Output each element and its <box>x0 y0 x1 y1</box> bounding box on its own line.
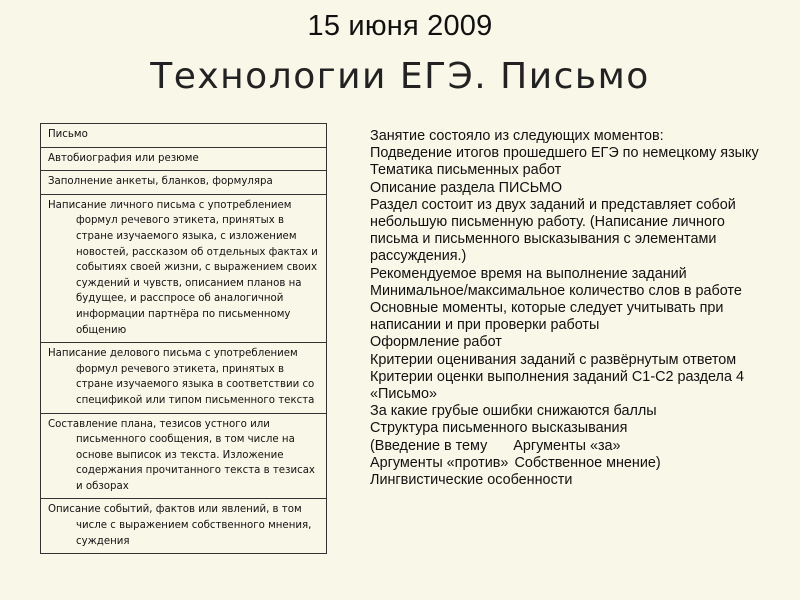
notes-line: Оформление работ <box>370 334 502 351</box>
notes-line: Минимальное/максимальное количество слов в работе <box>370 282 742 299</box>
notes-line: Структура письменного высказывания <box>370 420 628 437</box>
lesson-notes <box>370 128 760 489</box>
notes-structure-item: Аргументы «против» <box>370 454 509 471</box>
table-cell: Автобиография или резюме <box>41 147 327 171</box>
notes-structure-row <box>370 438 760 455</box>
table-cell: Составление плана, тезисов устного или письменного сообщения, в том числе на основе выписок из текста. Изложение содержания прочитанного текста в тезисах и обзорах <box>41 413 327 499</box>
notes-structure-item: (Введение в тему <box>370 437 488 454</box>
notes-line: За какие грубые ошибки снижаются баллы <box>370 403 657 420</box>
slide-date: 15 июня 2009 <box>307 10 493 42</box>
notes-structure-item: Аргументы «за» <box>513 437 621 454</box>
table-row <box>41 171 327 195</box>
notes-line: Основные моменты, которые следует учитывать при написании и при проверки работы <box>370 300 724 334</box>
table-cell: Описание событий, фактов или явлений, в том числе с выражением собственного мнения, суждения <box>41 499 327 554</box>
notes-line: Занятие состояло из следующих моментов: <box>370 128 664 144</box>
notes-structure-item: Собственное мнение) <box>514 454 661 471</box>
slide-title: Технологии ЕГЭ. Письмо <box>150 56 650 97</box>
table-cell: Написание личного письма с употреблением формул речевого этикета, принятых в стране изучаемого языка, с изложением новостей, рассказом об отдельных фактах и событиях своей жизни, с выражением своих суждений и чувств, описанием планов на будущее, и расспросе об аналогичной информации партнёра по письменному общению <box>41 194 327 342</box>
notes-line: Рекомендуемое время на выполнение заданий <box>370 265 687 282</box>
notes-line: Лингвистические особенности <box>370 472 573 489</box>
table-row <box>41 124 327 148</box>
notes-line: Тематика письменных работ <box>370 162 562 179</box>
notes-line: Критерии оценки выполнения заданий С1-С2 раздела 4 «Письмо» <box>370 368 744 403</box>
table-cell: Заполнение анкеты, бланков, формуляра <box>41 171 327 195</box>
notes-line: Критерии оценивания заданий с развёрнутым ответом <box>370 351 737 368</box>
notes-line: Раздел состоит из двух заданий и представляет собой небольшую письменную работу. (Написание личного письма и письменного высказывания с элементами рассуждения.) <box>370 196 736 265</box>
table-row <box>41 413 327 499</box>
table-row <box>41 194 327 342</box>
table-row <box>41 147 327 171</box>
table-row <box>41 343 327 413</box>
notes-structure-row <box>370 455 760 472</box>
writing-topics-table <box>40 123 327 554</box>
notes-line: Описание раздела ПИСЬМО <box>370 179 563 196</box>
notes-line: Подведение итогов прошедшего ЕГЭ по немецкому языку <box>370 145 759 162</box>
table-cell: Написание делового письма с употреблением формул речевого этикета, принятых в стране изучаемого языка в соответствии со спецификой или типом письменного текста <box>41 343 327 413</box>
table-row <box>41 499 327 554</box>
table-cell: Письмо <box>41 124 327 148</box>
